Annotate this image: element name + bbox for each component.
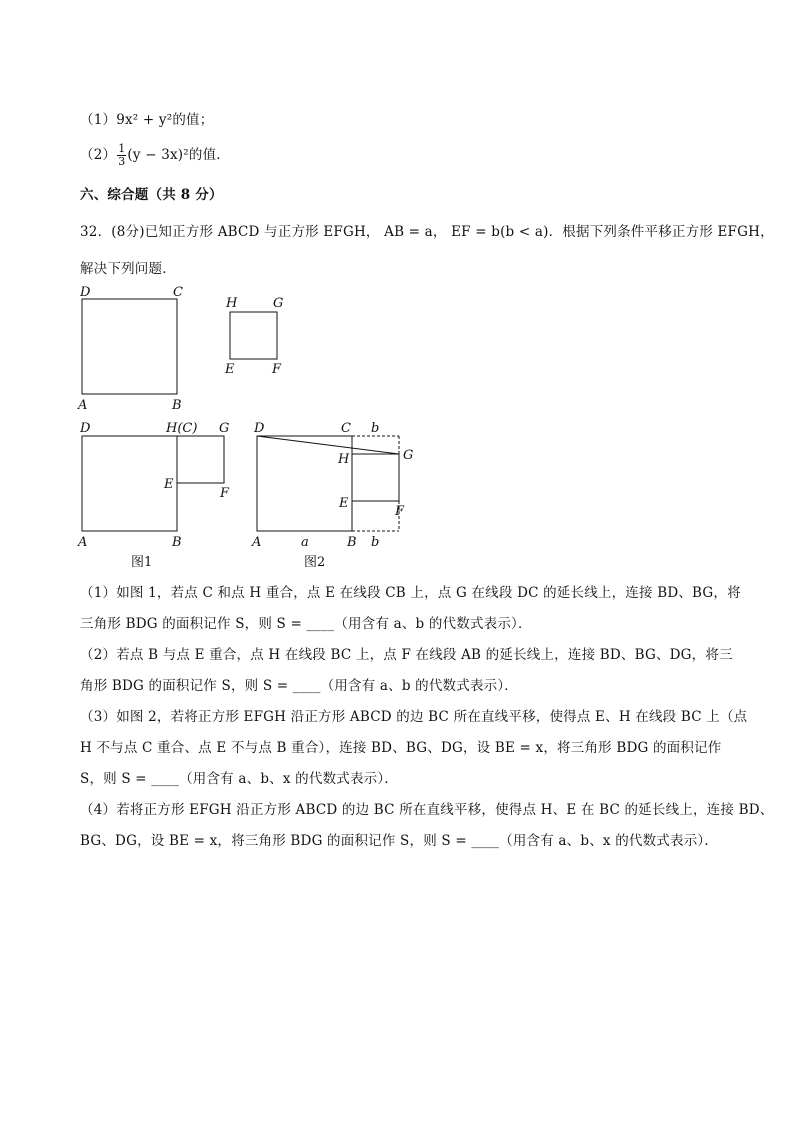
fig2-label-c: C <box>341 421 351 436</box>
fig1-caption: 图1 <box>131 555 153 570</box>
fig2-label-b-top: b <box>371 421 380 436</box>
label-top-b: B <box>172 398 182 413</box>
label-top-d: D <box>80 285 91 300</box>
q32-stem-line-1: 32．(8分)已知正方形 ABCD 与正方形 EFGH， AB = a， EF = b(b < a)．根据下列条件平移正方形 EFGH， <box>80 224 774 240</box>
q32-part-3-line-2: H 不与点 C 重合、点 E 不与点 B 重合），连接 BD、BG、DG，设 BE = x，将三角形 BDG 的面积记作 <box>80 740 722 756</box>
fig1-label-hc: H(C) <box>166 421 198 436</box>
fig2-caption: 图2 <box>304 555 326 570</box>
q31-item-1: （1）9x² + y²的值； <box>80 112 214 128</box>
fig1-square-abcd <box>82 436 177 531</box>
q32-part-2-line-1: （2）若点 B 与点 E 重合，点 H 在线段 BC 上，点 F 在线段 AB 的延长线上，连接 BD、BG、DG，将三 <box>80 647 733 663</box>
q32-part-1-line-2: 三角形 BDG 的面积记作 S，则 S = ____（用含有 a、b 的代数式表示）． <box>80 616 532 632</box>
label-top-c: C <box>173 285 183 300</box>
fig2-label-d: D <box>254 421 265 436</box>
label-top-g: G <box>273 296 284 311</box>
square-abcd <box>82 299 177 394</box>
q32-stem-line-2: 解决下列问题． <box>80 261 176 277</box>
q32-part-4-line-2: BG、DG，设 BE = x，将三角形 BDG 的面积记作 S，则 S = ____（用含有 a、b、x 的代数式表示）． <box>80 833 719 849</box>
fig1-square-efgh <box>177 436 224 483</box>
fig1-label-f: F <box>220 486 230 501</box>
label-top-h: H <box>226 296 238 311</box>
fig1-label-g: G <box>219 421 230 436</box>
fraction-numerator: 1 <box>118 142 126 155</box>
fig2-label-a-length: a <box>301 535 309 550</box>
fig2-label-h: H <box>338 452 350 467</box>
q32-part-2-line-2: 角形 BDG 的面积记作 S，则 S = ____（用含有 a、b 的代数式表示）． <box>80 678 519 694</box>
fig2-square-efgh <box>352 454 399 501</box>
fig2-segment-dg <box>257 436 399 454</box>
fig2-label-e: E <box>339 496 349 511</box>
fraction-denominator: 3 <box>118 155 126 168</box>
fig1-label-a: A <box>78 535 88 550</box>
section-title: 六、综合题（共 8 分） <box>80 187 223 203</box>
label-top-e: E <box>225 362 235 377</box>
fig1-label-b: B <box>172 535 182 550</box>
q32-part-3-line-1: （3）如图 2，若将正方形 EFGH 沿正方形 ABCD 的边 BC 所在直线平移，使得点 E、H 在线段 BC 上（点 <box>80 709 748 725</box>
q31-item-2-suffix: (y − 3x)²的值． <box>127 147 230 163</box>
q32-part-1-line-1: （1）如图 1，若点 C 和点 H 重合，点 E 在线段 CB 上，点 G 在线段 DC 的延长线上，连接 BD、BG，将 <box>80 585 741 601</box>
fig2-label-a: A <box>252 535 262 550</box>
q32-part-3-line-3: S，则 S = ____（用含有 a、b、x 的代数式表示）． <box>80 771 399 787</box>
fig2-square-abcd <box>257 436 352 531</box>
square-efgh <box>230 312 277 359</box>
q31-item-2-prefix: （2） <box>80 147 117 163</box>
label-top-f: F <box>272 362 282 377</box>
fig2-label-f: F <box>395 504 405 519</box>
fig1-label-d: D <box>80 421 91 436</box>
label-top-a: A <box>78 398 88 413</box>
fig1-label-e: E <box>164 477 174 492</box>
fig2-label-b: B <box>347 535 357 550</box>
fig2-label-g: G <box>403 448 414 463</box>
q32-part-4-line-1: （4）若将正方形 EFGH 沿正方形 ABCD 的边 BC 所在直线平移，使得点 H、E 在 BC 的延长线上，连接 BD、 <box>80 802 774 818</box>
fig2-label-b-bottom: b <box>371 535 380 550</box>
